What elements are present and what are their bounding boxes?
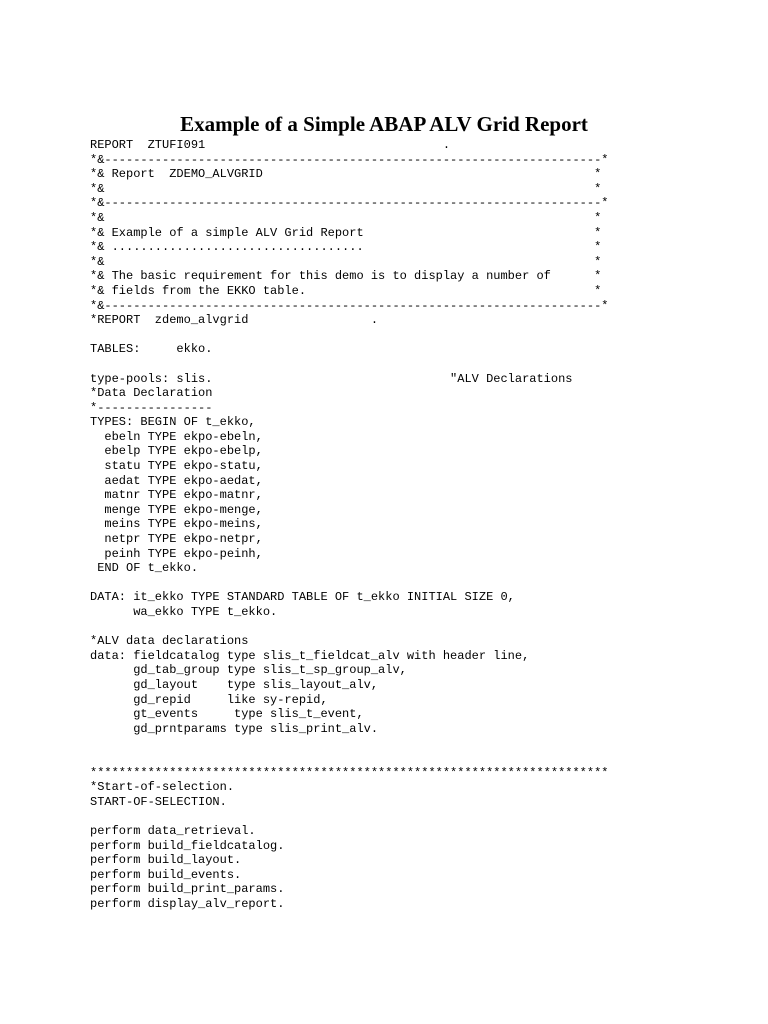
code-line: *& *	[90, 210, 602, 225]
code-line: matnr TYPE ekpo-matnr,	[90, 488, 263, 503]
code-line: menge TYPE ekpo-menge,	[90, 502, 263, 517]
code-line: perform display_alv_report.	[90, 896, 285, 911]
code-line	[90, 328, 608, 343]
code-line: START-OF-SELECTION.	[90, 794, 227, 809]
code-line: DATA: it_ekko TYPE STANDARD TABLE OF t_ekko INITIAL SIZE 0,	[90, 590, 515, 605]
code-line: perform build_events.	[90, 867, 242, 882]
code-line: *Data Declaration	[90, 386, 213, 401]
code-listing	[90, 138, 608, 911]
code-line: ebeln TYPE ekpo-ebeln,	[90, 429, 263, 444]
code-line: ************************************************************************	[90, 765, 609, 780]
code-line	[90, 809, 608, 824]
document-title: Example of a Simple ABAP ALV Grid Report	[180, 112, 588, 136]
code-line: *----------------	[90, 400, 213, 415]
code-line: gd_repid like sy-repid,	[90, 692, 328, 707]
code-line: *&---------------------------------------------------------------------*	[90, 298, 609, 313]
code-line: perform build_layout.	[90, 853, 242, 868]
code-line: statu TYPE ekpo-statu,	[90, 459, 263, 474]
code-line	[90, 357, 608, 372]
code-line: *& *	[90, 181, 602, 196]
code-line: *ALV data declarations	[90, 634, 249, 649]
code-line	[90, 736, 608, 751]
code-line: ebelp TYPE ekpo-ebelp,	[90, 444, 263, 459]
code-line: TABLES: ekko.	[90, 342, 213, 357]
code-line: peinh TYPE ekpo-peinh,	[90, 546, 263, 561]
code-line: meins TYPE ekpo-meins,	[90, 517, 263, 532]
code-line: gd_layout type slis_layout_alv,	[90, 677, 379, 692]
code-line	[90, 576, 608, 591]
code-line: *&---------------------------------------------------------------------*	[90, 152, 609, 167]
code-line: TYPES: BEGIN OF t_ekko,	[90, 415, 256, 430]
code-line: END OF t_ekko.	[90, 561, 199, 576]
code-line: *& Example of a simple ALV Grid Report *	[90, 225, 602, 240]
code-line	[90, 620, 608, 635]
code-line: gt_events type slis_t_event,	[90, 707, 364, 722]
code-line: netpr TYPE ekpo-netpr,	[90, 532, 263, 547]
code-line: type-pools: slis. "ALV Declarations	[90, 371, 573, 386]
code-line: *& ................................... *	[90, 240, 602, 255]
code-line: perform build_fieldcatalog.	[90, 838, 285, 853]
code-line: *& *	[90, 254, 602, 269]
code-line: perform build_print_params.	[90, 882, 285, 897]
code-line: perform data_retrieval.	[90, 823, 256, 838]
code-line: *& Report ZDEMO_ALVGRID *	[90, 167, 602, 182]
code-line: *REPORT zdemo_alvgrid .	[90, 313, 379, 328]
code-line: gd_tab_group type slis_t_sp_group_alv,	[90, 663, 407, 678]
code-line: aedat TYPE ekpo-aedat,	[90, 473, 263, 488]
code-line: *Start-of-selection.	[90, 780, 235, 795]
code-line: *& fields from the EKKO table. *	[90, 283, 602, 298]
code-line	[90, 751, 608, 766]
code-line: *&---------------------------------------------------------------------*	[90, 196, 609, 211]
code-line: wa_ekko TYPE t_ekko.	[90, 605, 278, 619]
code-line: *& The basic requirement for this demo is to display a number of *	[90, 269, 602, 284]
code-line: REPORT ZTUFI091 .	[90, 138, 451, 152]
code-line: data: fieldcatalog type slis_t_fieldcat_alv with header line,	[90, 648, 530, 663]
code-line: gd_prntparams type slis_print_alv.	[90, 721, 379, 736]
